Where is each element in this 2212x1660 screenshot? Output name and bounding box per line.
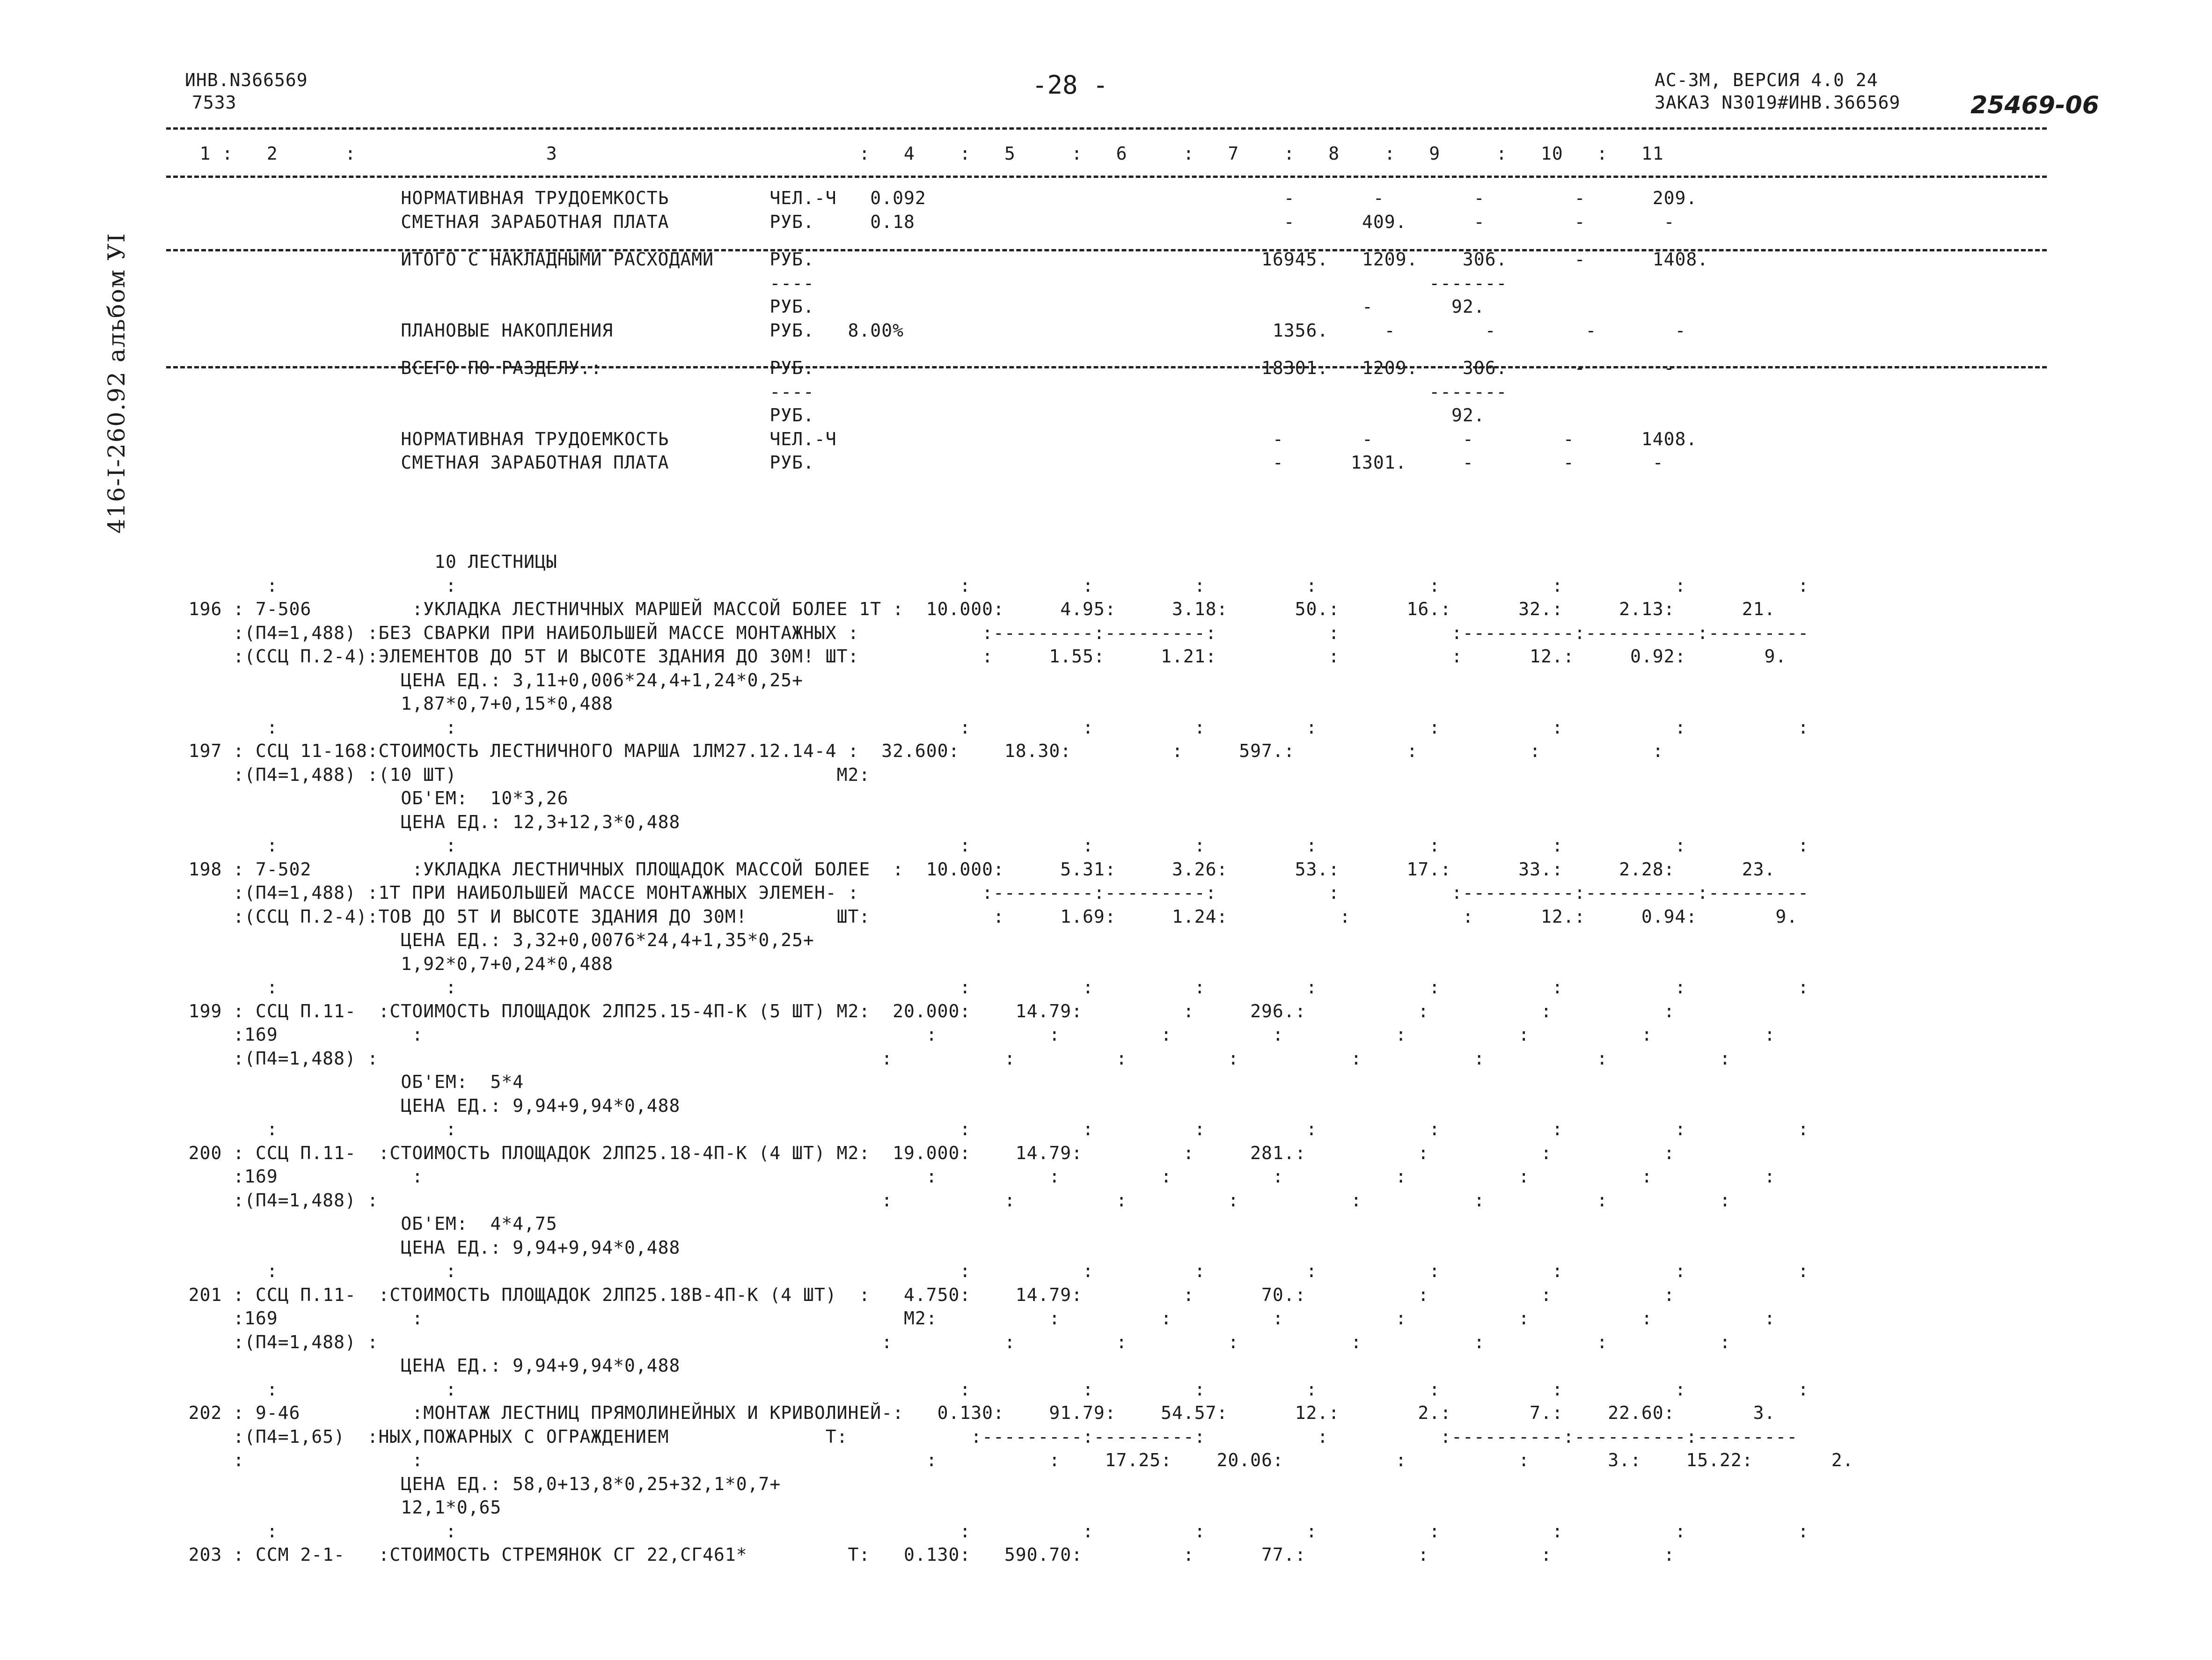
table-line: 1,87*0,7+0,15*0,488 (166, 693, 614, 714)
table-line: :169 : : : : : : : : : (166, 1166, 1776, 1187)
table-line: ЦЕНА ЕД.: 3,11+0,006*24,4+1,24*0,25+ (166, 669, 804, 690)
table-line: ИТОГО С НАКЛАДНЫМИ РАСХОДАМИ РУБ. 16945. 1209. 306. - 1408. (166, 249, 1709, 270)
table-line: ПЛАНОВЫЕ НАКОПЛЕНИЯ РУБ. 8.00% 1356. - - - - (166, 320, 1686, 341)
table-line: 201 : ССЦ П.11- :СТОИМОСТЬ ПЛОЩАДОК 2ЛП25.18В-4П-К (4 ШТ) : 4.750: 14.79: : 70.: : : : (166, 1284, 1675, 1305)
table-line: 12,1*0,65 (166, 1497, 502, 1518)
table-line: ЦЕНА ЕД.: 9,94+9,94*0,488 (166, 1095, 681, 1116)
table-line: :(ССЦ П.2-4):ЭЛЕМЕНТОВ ДО 5Т И ВЫСОТЕ ЗДАНИЯ ДО 30М! ШТ: : 1.55: 1.21: : : 12.: 0.92: 9. (166, 646, 1787, 667)
table-line: :(П4=1,488) : : : : : : : : : (166, 1190, 1731, 1211)
table-line: СМЕТНАЯ ЗАРАБОТНАЯ ПЛАТА РУБ. - 1301. - - - (166, 452, 1664, 473)
table-line: :169 : М2: : : : : : : : (166, 1308, 1776, 1329)
table-line: ОБ'ЕМ: 5*4 (166, 1072, 524, 1092)
table-line: :169 : : : : : : : : : (166, 1024, 1776, 1045)
album-label: 416-I-260.92 альбом УI (103, 232, 130, 534)
table-line: ВСЕГО ПО РАЗДЕЛУ.: РУБ. 18301. 1209. 306. - - (166, 358, 1675, 378)
rule-top (166, 127, 2047, 130)
table-line: : : : : : : : : : : (166, 835, 1809, 856)
table-line: :(П4=1,488) :БЕЗ СВАРКИ ПРИ НАИБОЛЬШЕЙ МАССЕ МОНТАЖНЫХ : :---------:---------: : :----------:----------:--------- (166, 622, 1809, 643)
table-line: : : : : : : : : : : (166, 717, 1809, 738)
table-line: ---- ------- (166, 272, 1508, 294)
table-line: : : : : : : : : : : (166, 977, 1809, 998)
table-line: ЦЕНА ЕД.: 9,94+9,94*0,488 (166, 1355, 681, 1376)
table-line: 199 : ССЦ П.11- :СТОИМОСТЬ ПЛОЩАДОК 2ЛП25.15-4П-К (5 ШТ) М2: 20.000: 14.79: : 296.: : : : (166, 1000, 1675, 1021)
table-line: :(П4=1,65) :НЫХ,ПОЖАРНЫХ С ОГРАЖДЕНИЕМ Т: :---------:---------: : :----------:----------:--------- (166, 1426, 1798, 1447)
table-line: НОРМАТИВНАЯ ТРУДОЕМКОСТЬ ЧЕЛ.-Ч - - - - 1408. (166, 428, 1698, 449)
table-line: :(П4=1,488) : : : : : : : : : (166, 1048, 1731, 1069)
table-line: ЦЕНА ЕД.: 9,94+9,94*0,488 (166, 1237, 681, 1258)
table-line: : : : : : : : : : : (166, 575, 1809, 596)
table-line: 202 : 9-46 :МОНТАЖ ЛЕСТНИЦ ПРЯМОЛИНЕЙНЫХ И КРИВОЛИНЕЙ-: 0.130: 91.79: 54.57: 12.: 2.: 7.: 22.60: 3. (166, 1403, 1776, 1423)
table-line: РУБ. 92. (166, 405, 1485, 426)
table-line: :(П4=1,488) : : : : : : : : : (166, 1331, 1731, 1352)
table-line: :(ССЦ П.2-4):ТОВ ДО 5Т И ВЫСОТЕ ЗДАНИЯ ДО 30М! ШТ: : 1.69: 1.24: : : 12.: 0.94: 9. (166, 906, 1798, 927)
table-line: 197 : ССЦ 11-168:СТОИМОСТЬ ЛЕСТНИЧНОГО МАРША 1ЛМ27.12.14-4 : 32.600: 18.30: : 597.: : : : (166, 741, 1664, 761)
table-line: 198 : 7-502 :УКЛАДКА ЛЕСТНИЧНЫХ ПЛОЩАДОК МАССОЙ БОЛЕЕ : 10.000: 5.31: 3.26: 53.: 17.: 33.: 2.28: 23. (166, 859, 1776, 880)
table-line: ЦЕНА ЕД.: 12,3+12,3*0,488 (166, 811, 681, 832)
column-header-row: 1 : 2 : 3 : 4 : 5 : 6 : 7 : 8 : 9 : 10 : 11 (166, 143, 1664, 164)
table-line: : : : : : : : : : : (166, 1261, 1809, 1281)
handwritten-number: 25469-06 (1970, 91, 2099, 119)
table-line: ОБ'ЕМ: 4*4,75 (166, 1213, 557, 1234)
system-version: АС-3М, ВЕРСИЯ 4.0 24 (1655, 70, 1878, 90)
table-line: ---- ------- (166, 381, 1508, 402)
table-line: : : : : : : : : : : (166, 1119, 1809, 1139)
table-line: 1,92*0,7+0,24*0,488 (166, 953, 614, 974)
order-number: ЗАКАЗ N3019#ИНВ.366569 (1655, 92, 1901, 113)
table-line: 203 : ССМ 2-1- :СТОИМОСТЬ СТРЕМЯНОК СГ 22,СГ461* Т: 0.130: 590.70: : 77.: : : : (166, 1544, 1675, 1565)
table-line: РУБ. - 92. (166, 296, 1485, 317)
inventory-number: ИНВ.N366569 (185, 70, 308, 90)
table-line: НОРМАТИВНАЯ ТРУДОЕМКОСТЬ ЧЕЛ.-Ч 0.092 - - - - 209. (166, 188, 1698, 208)
table-line: ЦЕНА ЕД.: 58,0+13,8*0,25+32,1*0,7+ (166, 1473, 781, 1494)
table-line: ОБ'ЕМ: 10*3,26 (166, 788, 569, 808)
table-line: :(П4=1,488) :1Т ПРИ НАИБОЛЬШЕЙ МАССЕ МОНТАЖНЫХ ЭЛЕМЕН- : :---------:---------: : :----------:----------:--------- (166, 882, 1809, 903)
document-code: 7533 (192, 92, 237, 113)
table-line: : : : : : : : : : : (166, 1520, 1809, 1542)
rule-under-header (166, 176, 2047, 178)
table-line: ЦЕНА ЕД.: 3,32+0,0076*24,4+1,35*0,25+ (166, 930, 814, 950)
table-line: 10 ЛЕСТНИЦЫ (166, 551, 557, 572)
table-line: СМЕТНАЯ ЗАРАБОТНАЯ ПЛАТА РУБ. 0.18 - 409. - - - (166, 211, 1675, 232)
table-line: : : : : 17.25: 20.06: : : 3.: 15.22: 2. (166, 1450, 1854, 1470)
table-line: : : : : : : : : : : (166, 1379, 1809, 1400)
table-line: 200 : ССЦ П.11- :СТОИМОСТЬ ПЛОЩАДОК 2ЛП25.18-4П-К (4 ШТ) М2: 19.000: 14.79: : 281.: : : : (166, 1142, 1675, 1163)
table-line: 196 : 7-506 :УКЛАДКА ЛЕСТНИЧНЫХ МАРШЕЙ МАССОЙ БОЛЕЕ 1Т : 10.000: 4.95: 3.18: 50.: 16.: 32.: 2.13: 21. (166, 599, 1776, 619)
page-number: -28 - (1032, 70, 1108, 100)
table-line: :(П4=1,488) :(10 ШТ) М2: (166, 764, 871, 785)
